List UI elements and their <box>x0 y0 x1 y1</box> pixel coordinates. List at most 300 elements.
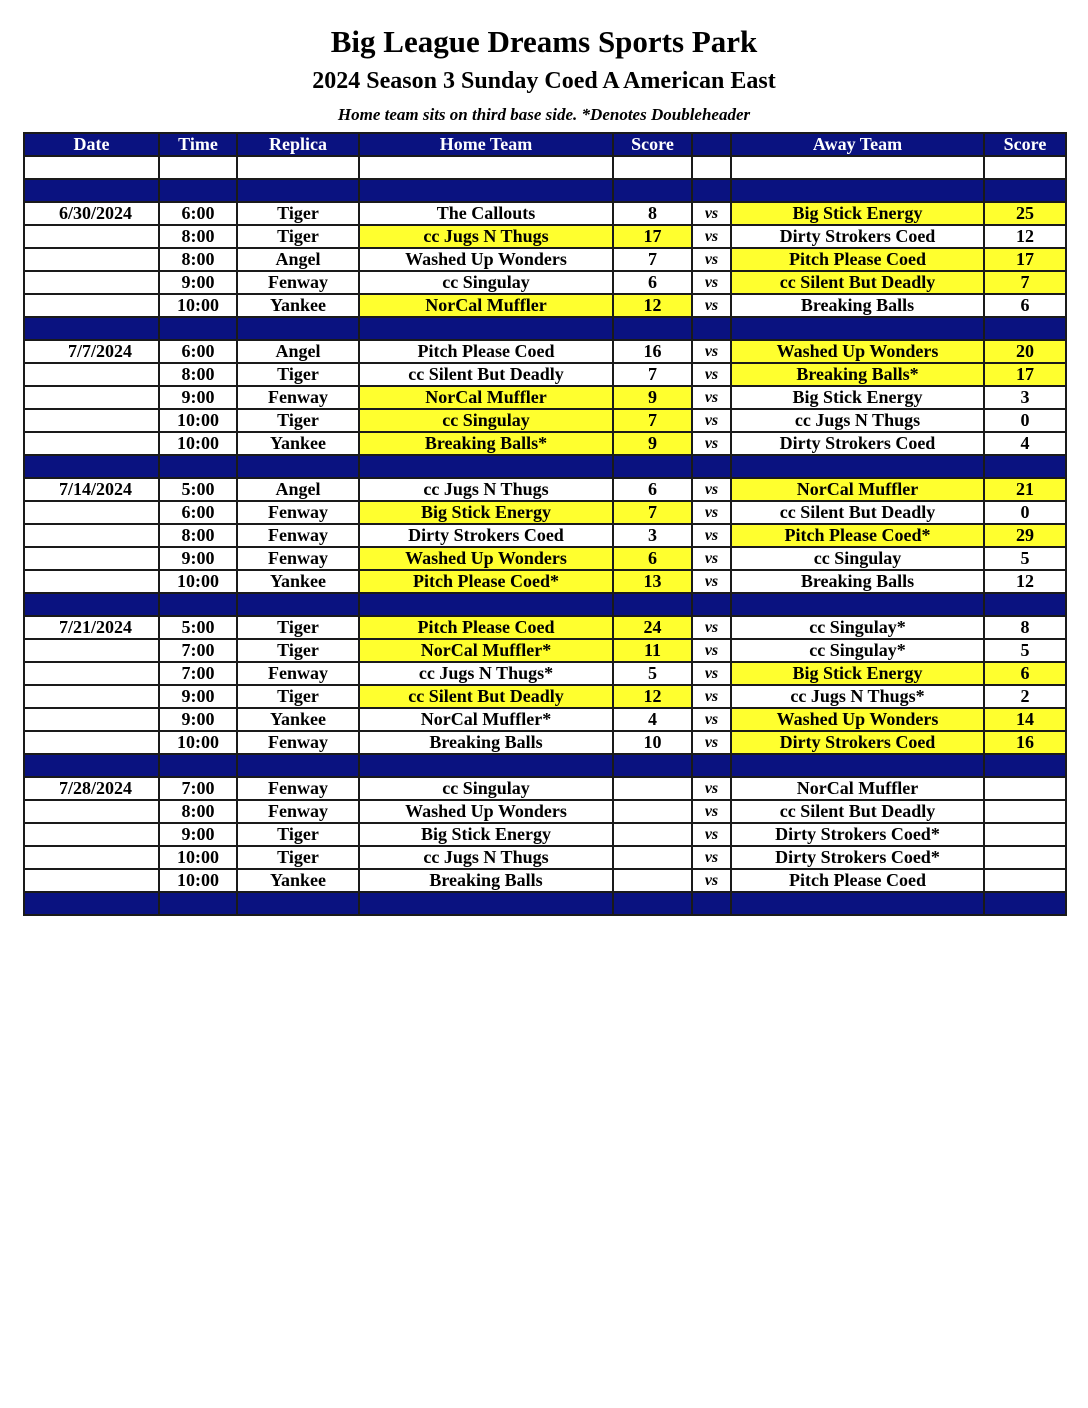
away-score <box>984 800 1066 823</box>
game-time: 6:00 <box>159 501 237 524</box>
away-team: Dirty Strokers Coed <box>731 731 984 754</box>
game-time: 9:00 <box>159 823 237 846</box>
game-time: 6:00 <box>159 340 237 363</box>
away-team: NorCal Muffler <box>731 777 984 800</box>
separator-cell <box>692 593 731 616</box>
away-team: Pitch Please Coed* <box>731 524 984 547</box>
schedule-body <box>24 156 1066 915</box>
game-time: 9:00 <box>159 685 237 708</box>
separator-cell <box>24 593 159 616</box>
away-team: Dirty Strokers Coed <box>731 432 984 455</box>
vs-label: vs <box>692 432 731 455</box>
vs-label: vs <box>692 225 731 248</box>
schedule-table <box>23 132 1067 916</box>
blank-cell <box>731 156 984 179</box>
vs-label: vs <box>692 501 731 524</box>
separator-cell <box>159 455 237 478</box>
col-header-vs <box>692 133 731 156</box>
away-team: cc Jugs N Thugs* <box>731 685 984 708</box>
vs-label: vs <box>692 846 731 869</box>
home-team: NorCal Muffler* <box>359 708 613 731</box>
separator-cell <box>613 754 692 777</box>
separator-cell <box>984 593 1066 616</box>
vs-label: vs <box>692 708 731 731</box>
game-replica: Yankee <box>237 432 359 455</box>
game-replica: Yankee <box>237 708 359 731</box>
home-score: 6 <box>613 478 692 501</box>
game-time: 10:00 <box>159 294 237 317</box>
game-date: 7/28/2024 <box>24 777 159 800</box>
game-date <box>24 731 159 754</box>
game-replica: Tiger <box>237 616 359 639</box>
game-date <box>24 685 159 708</box>
game-time: 8:00 <box>159 363 237 386</box>
separator-cell <box>24 455 159 478</box>
separator-cell <box>984 455 1066 478</box>
home-score: 8 <box>613 202 692 225</box>
game-time: 8:00 <box>159 225 237 248</box>
separator-cell <box>237 317 359 340</box>
blank-cell <box>984 156 1066 179</box>
table-row <box>24 225 1066 248</box>
table-row <box>24 639 1066 662</box>
game-date <box>24 409 159 432</box>
separator-cell <box>24 179 159 202</box>
home-team: cc Jugs N Thugs <box>359 225 613 248</box>
home-score: 12 <box>613 294 692 317</box>
table-row <box>24 271 1066 294</box>
home-team: cc Jugs N Thugs* <box>359 662 613 685</box>
vs-label: vs <box>692 340 731 363</box>
away-team: cc Singulay <box>731 547 984 570</box>
game-time: 10:00 <box>159 409 237 432</box>
home-team: Washed Up Wonders <box>359 248 613 271</box>
home-score: 7 <box>613 501 692 524</box>
vs-label: vs <box>692 547 731 570</box>
separator-cell <box>731 892 984 915</box>
week-separator-row <box>24 179 1066 202</box>
table-row <box>24 616 1066 639</box>
separator-cell <box>613 455 692 478</box>
separator-cell <box>359 892 613 915</box>
separator-cell <box>984 754 1066 777</box>
separator-cell <box>731 179 984 202</box>
game-replica: Fenway <box>237 386 359 409</box>
away-score: 4 <box>984 432 1066 455</box>
table-row <box>24 294 1066 317</box>
home-score: 6 <box>613 547 692 570</box>
game-time: 10:00 <box>159 570 237 593</box>
home-team: NorCal Muffler* <box>359 639 613 662</box>
game-replica: Fenway <box>237 547 359 570</box>
game-replica: Tiger <box>237 225 359 248</box>
separator-cell <box>237 754 359 777</box>
game-time: 10:00 <box>159 846 237 869</box>
game-time: 10:00 <box>159 731 237 754</box>
separator-cell <box>731 455 984 478</box>
away-team: Breaking Balls <box>731 570 984 593</box>
game-replica: Fenway <box>237 524 359 547</box>
vs-label: vs <box>692 823 731 846</box>
game-time: 9:00 <box>159 547 237 570</box>
game-time: 5:00 <box>159 616 237 639</box>
game-date: 6/30/2024 <box>24 202 159 225</box>
home-team: cc Jugs N Thugs <box>359 846 613 869</box>
blank-cell <box>159 156 237 179</box>
separator-cell <box>984 179 1066 202</box>
away-score: 17 <box>984 248 1066 271</box>
separator-cell <box>159 317 237 340</box>
game-date: 7/7/2024 <box>24 340 159 363</box>
table-row <box>24 501 1066 524</box>
separator-cell <box>237 593 359 616</box>
table-row <box>24 386 1066 409</box>
table-row <box>24 340 1066 363</box>
game-replica: Angel <box>237 340 359 363</box>
table-row <box>24 432 1066 455</box>
separator-cell <box>731 754 984 777</box>
table-row <box>24 570 1066 593</box>
home-score <box>613 823 692 846</box>
away-score: 2 <box>984 685 1066 708</box>
col-header-home-team: Home Team <box>359 133 613 156</box>
game-date <box>24 363 159 386</box>
away-score: 17 <box>984 363 1066 386</box>
home-team: cc Silent But Deadly <box>359 685 613 708</box>
game-time: 9:00 <box>159 386 237 409</box>
home-team: Breaking Balls <box>359 869 613 892</box>
home-score: 10 <box>613 731 692 754</box>
table-row <box>24 823 1066 846</box>
home-score <box>613 800 692 823</box>
home-score: 9 <box>613 386 692 409</box>
home-score: 5 <box>613 662 692 685</box>
away-score: 12 <box>984 570 1066 593</box>
game-replica: Tiger <box>237 639 359 662</box>
table-header-row <box>24 133 1066 156</box>
game-date <box>24 846 159 869</box>
vs-label: vs <box>692 478 731 501</box>
vs-label: vs <box>692 271 731 294</box>
table-row <box>24 524 1066 547</box>
blank-cell <box>692 156 731 179</box>
separator-cell <box>613 179 692 202</box>
away-team: cc Silent But Deadly <box>731 501 984 524</box>
separator-cell <box>692 754 731 777</box>
vs-label: vs <box>692 800 731 823</box>
home-score: 3 <box>613 524 692 547</box>
game-replica: Tiger <box>237 409 359 432</box>
away-score: 16 <box>984 731 1066 754</box>
away-score: 8 <box>984 616 1066 639</box>
game-replica: Tiger <box>237 363 359 386</box>
schedule-note: Home team sits on third base side. *Denotes Doubleheader <box>337 105 751 124</box>
away-team: Washed Up Wonders <box>731 708 984 731</box>
col-header-replica: Replica <box>237 133 359 156</box>
vs-label: vs <box>692 869 731 892</box>
home-score: 11 <box>613 639 692 662</box>
game-date: 7/14/2024 <box>24 478 159 501</box>
home-score: 16 <box>613 340 692 363</box>
away-score: 29 <box>984 524 1066 547</box>
game-date <box>24 225 159 248</box>
game-date <box>24 823 159 846</box>
away-team: Washed Up Wonders <box>731 340 984 363</box>
away-score: 5 <box>984 639 1066 662</box>
game-date <box>24 501 159 524</box>
away-score: 3 <box>984 386 1066 409</box>
away-team: Dirty Strokers Coed* <box>731 823 984 846</box>
game-date <box>24 547 159 570</box>
page-subtitle: 2024 Season 3 Sunday Coed A American East <box>312 68 776 94</box>
home-team: Big Stick Energy <box>359 501 613 524</box>
away-score: 14 <box>984 708 1066 731</box>
game-date <box>24 869 159 892</box>
home-score: 7 <box>613 248 692 271</box>
away-team: Dirty Strokers Coed* <box>731 846 984 869</box>
table-row <box>24 478 1066 501</box>
vs-label: vs <box>692 616 731 639</box>
game-date <box>24 639 159 662</box>
home-score: 12 <box>613 685 692 708</box>
col-header-away-score: Score <box>984 133 1066 156</box>
col-header-away-team: Away Team <box>731 133 984 156</box>
table-row <box>24 547 1066 570</box>
home-team: The Callouts <box>359 202 613 225</box>
game-date <box>24 570 159 593</box>
away-score: 20 <box>984 340 1066 363</box>
vs-label: vs <box>692 639 731 662</box>
home-team: cc Silent But Deadly <box>359 363 613 386</box>
away-score: 0 <box>984 409 1066 432</box>
away-score: 5 <box>984 547 1066 570</box>
game-date <box>24 662 159 685</box>
away-team: cc Singulay* <box>731 616 984 639</box>
table-row <box>24 363 1066 386</box>
away-score: 6 <box>984 662 1066 685</box>
game-replica: Tiger <box>237 823 359 846</box>
game-time: 5:00 <box>159 478 237 501</box>
game-replica: Angel <box>237 248 359 271</box>
away-team: Pitch Please Coed <box>731 869 984 892</box>
game-date <box>24 524 159 547</box>
game-replica: Fenway <box>237 800 359 823</box>
game-date <box>24 800 159 823</box>
separator-cell <box>237 892 359 915</box>
separator-cell <box>692 317 731 340</box>
blank-cell <box>24 156 159 179</box>
week-separator-row <box>24 455 1066 478</box>
separator-cell <box>731 593 984 616</box>
game-replica: Yankee <box>237 294 359 317</box>
vs-label: vs <box>692 294 731 317</box>
table-row <box>24 777 1066 800</box>
away-team: Big Stick Energy <box>731 662 984 685</box>
game-date <box>24 708 159 731</box>
away-score: 21 <box>984 478 1066 501</box>
vs-label: vs <box>692 248 731 271</box>
table-row <box>24 800 1066 823</box>
away-team: Pitch Please Coed <box>731 248 984 271</box>
game-date <box>24 432 159 455</box>
table-row <box>24 662 1066 685</box>
vs-label: vs <box>692 363 731 386</box>
home-team: NorCal Muffler <box>359 386 613 409</box>
game-time: 8:00 <box>159 524 237 547</box>
game-replica: Tiger <box>237 685 359 708</box>
game-time: 7:00 <box>159 662 237 685</box>
separator-cell <box>159 754 237 777</box>
table-row <box>24 202 1066 225</box>
home-team: Washed Up Wonders <box>359 547 613 570</box>
away-score <box>984 846 1066 869</box>
separator-cell <box>692 892 731 915</box>
home-team: Big Stick Energy <box>359 823 613 846</box>
game-replica: Yankee <box>237 869 359 892</box>
separator-cell <box>159 892 237 915</box>
game-replica: Yankee <box>237 570 359 593</box>
away-score <box>984 869 1066 892</box>
game-date <box>24 294 159 317</box>
vs-label: vs <box>692 570 731 593</box>
home-score <box>613 777 692 800</box>
game-replica: Tiger <box>237 202 359 225</box>
home-score: 7 <box>613 363 692 386</box>
home-score <box>613 846 692 869</box>
separator-cell <box>159 179 237 202</box>
home-team: Breaking Balls <box>359 731 613 754</box>
away-team: Breaking Balls* <box>731 363 984 386</box>
away-team: Breaking Balls <box>731 294 984 317</box>
away-team: Dirty Strokers Coed <box>731 225 984 248</box>
blank-cell <box>237 156 359 179</box>
home-score: 13 <box>613 570 692 593</box>
away-team: Big Stick Energy <box>731 202 984 225</box>
separator-cell <box>24 754 159 777</box>
vs-label: vs <box>692 662 731 685</box>
home-score: 17 <box>613 225 692 248</box>
home-score: 7 <box>613 409 692 432</box>
away-score: 6 <box>984 294 1066 317</box>
away-score: 7 <box>984 271 1066 294</box>
game-time: 7:00 <box>159 777 237 800</box>
home-team: Washed Up Wonders <box>359 800 613 823</box>
home-score: 4 <box>613 708 692 731</box>
separator-cell <box>24 317 159 340</box>
separator-cell <box>613 317 692 340</box>
home-team: Dirty Strokers Coed <box>359 524 613 547</box>
home-team: Pitch Please Coed <box>359 616 613 639</box>
vs-label: vs <box>692 685 731 708</box>
home-score <box>613 869 692 892</box>
game-date <box>24 271 159 294</box>
game-time: 8:00 <box>159 800 237 823</box>
week-separator-row <box>24 317 1066 340</box>
separator-cell <box>359 179 613 202</box>
away-score: 0 <box>984 501 1066 524</box>
game-time: 7:00 <box>159 639 237 662</box>
game-time: 10:00 <box>159 432 237 455</box>
vs-label: vs <box>692 777 731 800</box>
separator-cell <box>237 455 359 478</box>
table-row <box>24 869 1066 892</box>
page-title: Big League Dreams Sports Park <box>330 24 758 59</box>
separator-cell <box>692 455 731 478</box>
table-row <box>24 248 1066 271</box>
game-replica: Angel <box>237 478 359 501</box>
separator-cell <box>159 593 237 616</box>
away-team: cc Jugs N Thugs <box>731 409 984 432</box>
game-replica: Tiger <box>237 846 359 869</box>
game-replica: Fenway <box>237 777 359 800</box>
separator-cell <box>613 892 692 915</box>
col-header-home-score: Score <box>613 133 692 156</box>
separator-cell <box>692 179 731 202</box>
home-score: 24 <box>613 616 692 639</box>
home-team: cc Jugs N Thugs <box>359 478 613 501</box>
vs-label: vs <box>692 409 731 432</box>
game-date <box>24 386 159 409</box>
game-replica: Fenway <box>237 662 359 685</box>
home-team: NorCal Muffler <box>359 294 613 317</box>
blank-cell <box>359 156 613 179</box>
home-team: cc Singulay <box>359 271 613 294</box>
home-team: Pitch Please Coed <box>359 340 613 363</box>
away-score <box>984 777 1066 800</box>
separator-cell <box>984 892 1066 915</box>
home-team: Pitch Please Coed* <box>359 570 613 593</box>
game-time: 10:00 <box>159 869 237 892</box>
separator-cell <box>984 317 1066 340</box>
week-separator-row <box>24 754 1066 777</box>
separator-cell <box>731 317 984 340</box>
game-replica: Fenway <box>237 501 359 524</box>
table-row <box>24 846 1066 869</box>
separator-cell <box>24 892 159 915</box>
away-score: 12 <box>984 225 1066 248</box>
home-team: Breaking Balls* <box>359 432 613 455</box>
table-row <box>24 409 1066 432</box>
separator-cell <box>237 179 359 202</box>
home-team: cc Singulay <box>359 777 613 800</box>
game-time: 9:00 <box>159 708 237 731</box>
vs-label: vs <box>692 731 731 754</box>
table-row <box>24 685 1066 708</box>
separator-cell <box>359 754 613 777</box>
separator-cell <box>359 593 613 616</box>
week-separator-row <box>24 593 1066 616</box>
table-row <box>24 708 1066 731</box>
game-date: 7/21/2024 <box>24 616 159 639</box>
game-date <box>24 248 159 271</box>
home-score: 6 <box>613 271 692 294</box>
game-replica: Fenway <box>237 731 359 754</box>
game-time: 8:00 <box>159 248 237 271</box>
separator-cell <box>359 317 613 340</box>
away-team: cc Silent But Deadly <box>731 800 984 823</box>
away-team: cc Silent But Deadly <box>731 271 984 294</box>
home-score: 9 <box>613 432 692 455</box>
col-header-date: Date <box>24 133 159 156</box>
blank-cell <box>613 156 692 179</box>
week-separator-row <box>24 892 1066 915</box>
col-header-time: Time <box>159 133 237 156</box>
game-time: 9:00 <box>159 271 237 294</box>
away-score: 25 <box>984 202 1066 225</box>
away-team: NorCal Muffler <box>731 478 984 501</box>
table-row <box>24 731 1066 754</box>
home-team: cc Singulay <box>359 409 613 432</box>
